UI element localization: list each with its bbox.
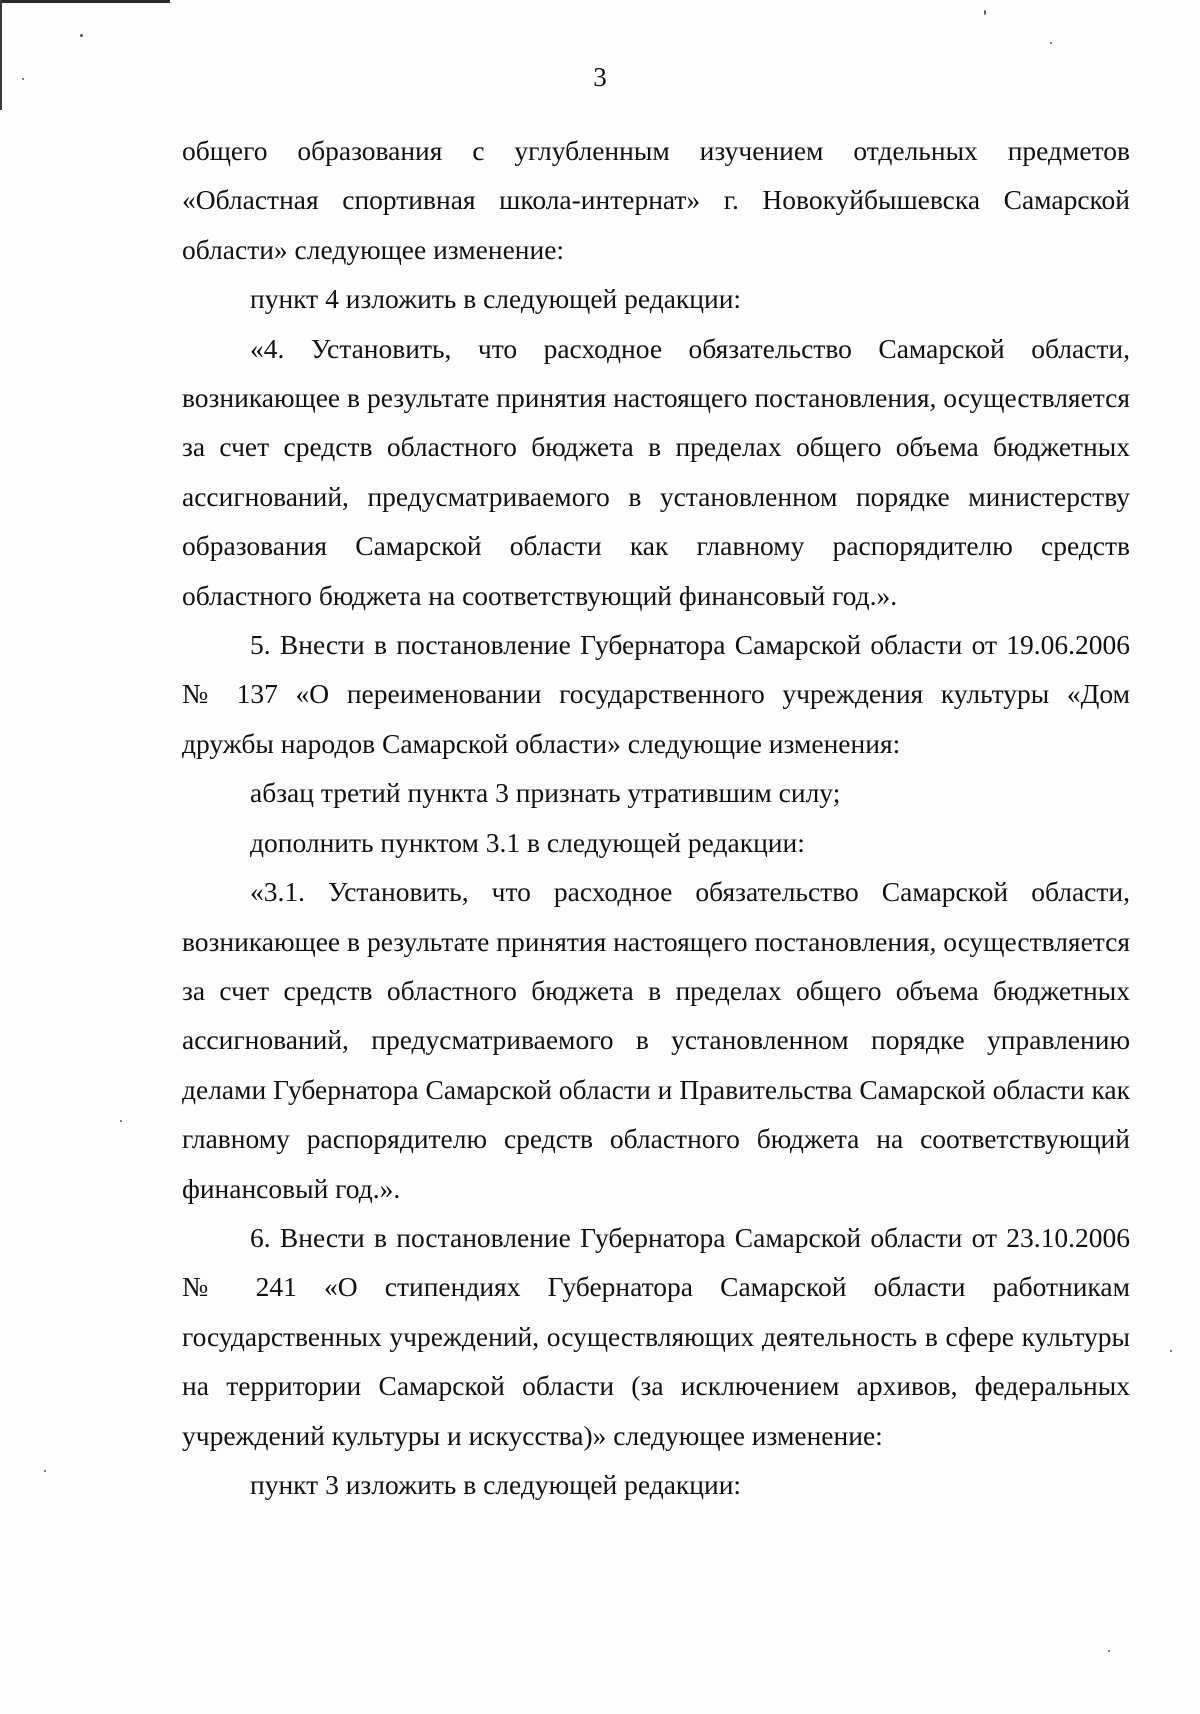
scan-speck [984,10,986,15]
paragraph-quoted-clause: «4. Установить, что расходное обязательство Самарской области, возникающее в результате принятия настоящего постановления, осуществляется за счет средств областного бюджета в пределах общего объема бюджетных ассигнований, предусматриваемого в установленном порядке министерству образования Самарской области как главному распорядителю средств областного бюджета на соответствующий финансовый год.». [182,332,1130,611]
page-number: 3 [593,62,607,92]
scan-speck [44,1470,46,1472]
scan-speck [1170,1350,1172,1352]
paragraph-quoted-clause: «3.1. Установить, что расходное обязательство Самарской области, возникающее в результате принятия настоящего постановления, осуществляется за счет средств областного бюджета в пределах общего объема бюджетных ассигнований, предусматриваемого в установленном порядке управлению делами Губернатора Самарской области и Правительства Самарской области как главному распорядителю средств областного бюджета на соответствующий финансовый год.». [182,876,1130,1204]
document-body [182,126,1130,1509]
paragraph: пункт 3 изложить в следующей редакции: [250,1468,742,1500]
paragraph: пункт 4 изложить в следующей редакции: [250,283,742,315]
paragraph: абзац третий пункта 3 признать утратившим силу; [250,777,841,809]
scan-speck [1050,42,1052,44]
scan-edge-top [0,0,170,3]
paragraph-item-6: 6. Внести в постановление Губернатора Самарской области от 23.10.2006 № 241 «О стипендиях Губернатора Самарской области работникам государственных учреждений, осуществляющих деятельность в сфере культуры на территории Самарской области (за исключением архивов, федеральных учреждений культуры и искусства)» следующее изменение: [182,1221,1130,1451]
paragraph-item-5: 5. Внести в постановление Губернатора Самарской области от 19.06.2006 № 137 «О переименовании государственного учреждения культуры «Дом дружбы народов Самарской области» следующие изменения: [182,629,1130,759]
paragraph: дополнить пунктом 3.1 в следующей редакции: [250,826,805,858]
scan-edge-left [0,0,2,110]
scan-speck [120,1120,122,1122]
scan-speck [80,34,83,37]
scan-speck [1108,1650,1110,1652]
paragraph-continuation: общего образования с углубленным изучением отдельных предметов «Областная спортивная школа-интернат» г. Новокуйбышевска Самарской области» следующее изменение: [182,135,1130,265]
